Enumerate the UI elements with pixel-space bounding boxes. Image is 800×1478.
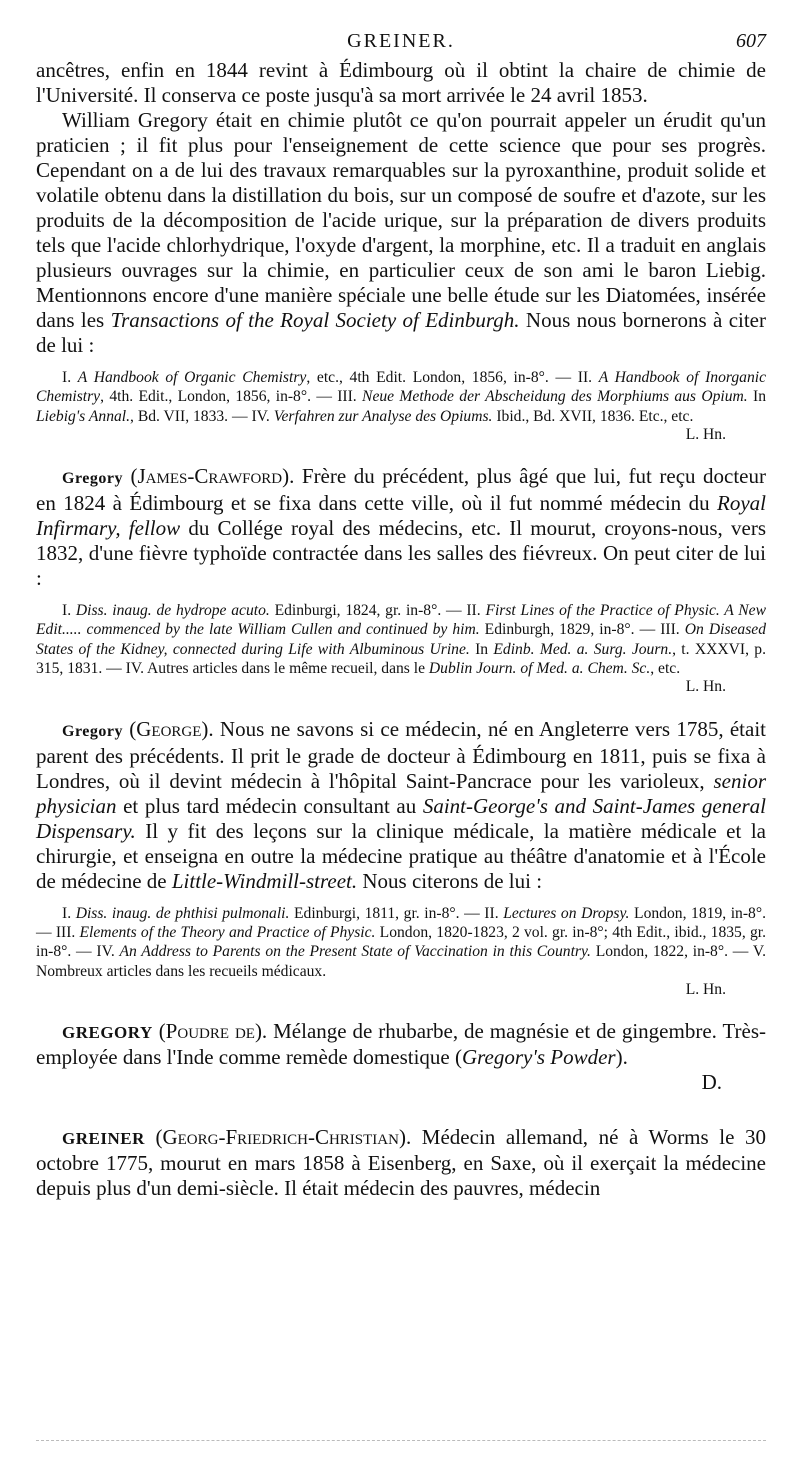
text-run: Médecin allemand, né à Worms le 30 octobre 1775, mourut en mars 1858 à Eisenberg, en Saxe, où il exerçait la médecine depuis plus d'un demi-siècle. Il était médecin des pauvres, médecin (36, 1125, 767, 1201)
italic-text-run: A Handbook of Inorganic Chemistry (36, 369, 767, 406)
text-run: London, 1822, in-8°. — V. Nombreux articles dans les recueils médicaux. (36, 943, 766, 980)
forename-greiner: (Georg-Friedrich-Christian). (155, 1125, 412, 1150)
italic-text-run: senior physician (36, 768, 766, 818)
william-p2-end: Nous nous bornerons à citer de lui : (36, 308, 766, 357)
entry-poudre-de-gregory (36, 1019, 766, 1070)
text-run: , t. XXXVI, p. 315, 1831. — IV. Autres articles dans le même recueil, dans le (36, 640, 766, 678)
text-run: London, 1820-1823, 2 vol. gr. in-8°; 4th Edit., ibid., 1835, gr. in-8°. — IV. (36, 923, 767, 961)
text-run: , etc., 4th Edit. London, 1856, in-8°. — II. (306, 369, 599, 386)
italic-text-run: Diss. inaug. de hydrope acuto. (75, 602, 270, 620)
italic-text-run: On Diseased States of the Kidney, connected during Life with Albuminous Urine. (36, 621, 767, 658)
poudre-initials: D. (701, 1070, 722, 1095)
headword-gregory-james: Gregory (62, 470, 123, 488)
headword-gregory-poudre: GREGORY (62, 1023, 153, 1043)
james-bibliography (36, 601, 766, 678)
italic-text-run: An Address to Parents on the Present State of Vaccination in this Country. (119, 943, 591, 961)
text-run: In (747, 388, 767, 406)
text-run: , 4th. Edit., London, 1856, in-8°. — III. (100, 388, 363, 406)
text-run: Nous ne savons si ce médecin, né en Angleterre vers 1785, était parent des précédents. Il prit le grade de docteur à Édimbourg en 1811, puis se fixa à Londres, où il devint médecin à l'hôpital Saint-Pancrace pour les varioleux, (36, 716, 766, 793)
italic-text-run: Diss. inaug. de phthisi pulmonali. (75, 904, 290, 922)
italic-text-run: First Lines of the Practice of Physic. A New Edit..... commenced by the late William Cullen and continued by him. (36, 602, 767, 639)
text-run: London, 1819, in-8°. — III. (36, 904, 766, 941)
george-bibliography (36, 904, 766, 981)
forename-james: (James-Crawford). (130, 464, 295, 489)
headword-gregory-george: Gregory (62, 722, 123, 740)
william-bibliography (36, 368, 766, 426)
entry-greiner (36, 1125, 766, 1201)
italic-text-run: Little-Windmill-street. (171, 868, 358, 893)
text-run: Ibid., Bd. XVII, 1836. Etc., etc. (492, 407, 694, 425)
forename-george: (George). (129, 716, 214, 741)
text-run: Frère du précédent, plus âgé que lui, fut reçu docteur en 1824 à Édimbourg et se fixa dans cette ville, où il fut nommé médecin du (36, 464, 766, 516)
entry-george (36, 717, 766, 894)
italic-text-run: Royal Infirmary, fellow (36, 491, 766, 541)
italic-text-run: A Handbook of Organic Chemistry (77, 369, 307, 386)
text-run: et plus tard médecin consultant au (116, 793, 423, 818)
text-run: Mélange de rhubarbe, de magnésie et de gingembre. Très-employée dans l'Inde comme remède domestique ( (36, 1019, 767, 1070)
italic-text-run: Elements of the Theory and Practice of Physic. (79, 923, 376, 941)
text-run: du Collége royal des médecins, etc. Il mourut, croyons-nous, vers 1832, d'une fièvre typhoïde contractée dans les salles des fiévreux. On peut citer de lui : (36, 516, 766, 591)
text-run: I. (62, 904, 76, 922)
forename-poudre: (Poudre de). (158, 1019, 268, 1044)
james-bib-initials: L. Hn. (685, 678, 726, 696)
entry-james-crawford (36, 464, 766, 591)
william-paragraph-1: ancêtres, enfin en 1844 revint à Édimbourg où il obtint la chaire de chimie de l'Université. Il conserva ce poste jusqu'à sa mort arrivée le 24 avril 1853. (36, 58, 766, 107)
text-run: , Bd. VII, 1833. — IV. (130, 407, 274, 425)
william-bib-initials: L. Hn. (685, 425, 726, 443)
william-p2-text: William Gregory était en chimie plutôt ce qu'on pourrait appeler un érudit qu'un praticien ; il fit plus pour l'enseignement de cette science que pour ses progrès. Cependant on a de lui des travaux remarquables sur la pyroxanthine, produit solide et volatile obtenu dans la distillation du bois, sur un composé de soufre et d'azote, sur les produits de la décomposition de l'acide urique, sur la préparation de divers produits tels que l'acide chlorhydrique, l'oxyde d'argent, la morphine, etc. Il a traduit en anglais plusieurs ouvrages sur la chimie, en particulier ceux de son ami le baron Liebig. Mentionnons encore d'une manière spéciale une belle étude sur les Diatomées, insérée dans les (36, 108, 766, 332)
text-run: I. (62, 602, 76, 620)
italic-text-run: Gregory's Powder (461, 1045, 616, 1070)
page-number: 607 (736, 30, 766, 52)
text-run: Nous citerons de lui : (357, 868, 543, 893)
italic-text-run: Liebig's Annal. (36, 407, 131, 425)
italic-text-run: Lectures on Dropsy. (503, 904, 630, 922)
bottom-rule (36, 1440, 766, 1442)
italic-text-run: Saint-George's and Saint-James general Dispensary. (36, 793, 766, 843)
text-run: Edinburgi, 1824, gr. in-8°. — II. (269, 602, 486, 620)
text-run: Edinburgh, 1829, in-8°. — III. (479, 621, 685, 639)
italic-text-run: Neue Methode der Abscheidung des Morphiums aus Opium. (362, 388, 748, 406)
page-header (36, 30, 766, 56)
george-text (36, 717, 766, 893)
william-p2-journal: Transactions of the Royal Society of Edinburgh. (110, 308, 520, 332)
william-paragraph-2 (36, 108, 766, 358)
text-run: Il y fit des leçons sur la clinique médicale, la matière médicale et la chirurgie, et enseigna en outre la médecine pratique au théâtre d'anatomie et à l'École de médecine de (36, 818, 766, 893)
headword-greiner: GREINER (62, 1129, 145, 1149)
george-bib-initials: L. Hn. (685, 980, 726, 998)
italic-text-run: Edinb. Med. a. Surg. Journ. (493, 640, 673, 658)
text-run: Edinburgi, 1811, gr. in-8°. — II. (289, 904, 504, 922)
italic-text-run: Dublin Journ. of Med. a. Chem. Sc. (428, 660, 651, 678)
running-title: GREINER. (347, 30, 455, 52)
page-content (36, 58, 766, 1201)
text-run: , etc. (650, 660, 681, 678)
text-run: In (469, 640, 494, 658)
text-run: ). (615, 1045, 628, 1070)
italic-text-run: Verfahren zur Analyse des Opiums. (273, 407, 493, 425)
text-run: I. (62, 369, 78, 386)
